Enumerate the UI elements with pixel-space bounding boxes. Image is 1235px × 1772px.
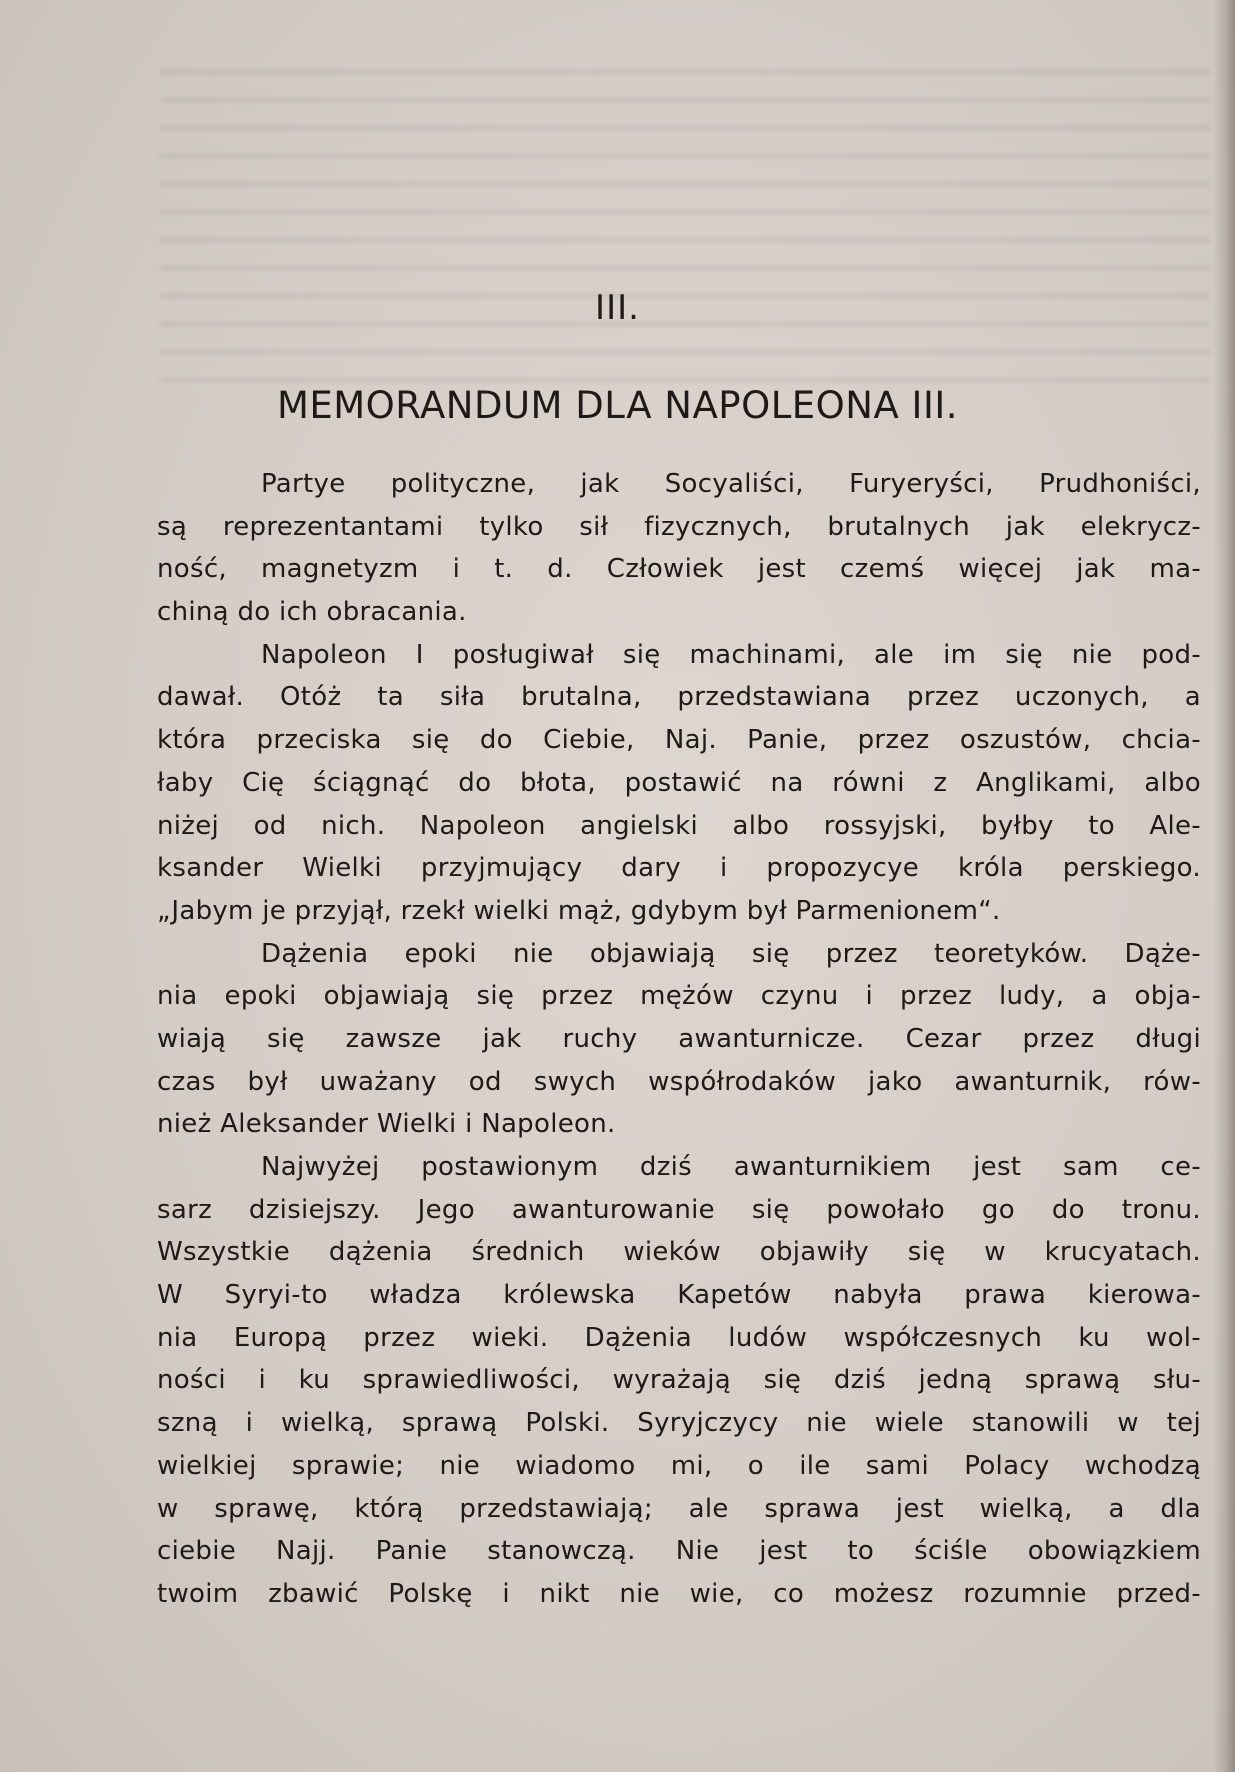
text-line: W Syryi-to władza królewska Kapetów nabyła prawa kierowa- <box>157 1280 1201 1311</box>
body-text <box>157 463 1201 1616</box>
text-line: Dążenia epoki nie objawiają się przez teoretyków. Dąże- <box>261 938 1201 969</box>
text-line: ciebie Najj. Panie stanowczą. Nie jest to ściśle obowiązkiem <box>157 1536 1201 1567</box>
text-line: Najwyżej postawionym dziś awanturnikiem jest sam ce- <box>261 1152 1201 1182</box>
text-line: Wszystkie dążenia średnich wieków objawiły się w krucyatach. <box>157 1237 1201 1268</box>
text-line: nia Europą przez wieki. Dążenia ludów współczesnych ku wol- <box>157 1322 1201 1353</box>
chapter-title: MEMORANDUM DLA NAPOLEONA III. <box>276 384 959 427</box>
text-line: chiną do ich obracania. <box>157 597 467 628</box>
text-line: ność, magnetyzm i t. d. Człowiek jest czemś więcej jak ma- <box>157 554 1201 585</box>
text-line: ności i ku sprawiedliwości, wyrażają się dziś jedną sprawą słu- <box>157 1365 1201 1396</box>
text-line: nież Aleksander Wielki i Napoleon. <box>157 1109 616 1140</box>
text-line: która przeciska się do Ciebie, Naj. Panie, przez oszustów, chcia- <box>157 725 1201 756</box>
text-line: Napoleon I posługiwał się machinami, ale im się nie pod- <box>261 639 1201 670</box>
text-line: sarz dzisiejszy. Jego awanturowanie się powołało go do tronu. <box>157 1194 1201 1225</box>
text-line: dawał. Otóż ta siła brutalna, przedstawiana przez uczonych, a <box>157 682 1201 713</box>
chapter-number: III. <box>595 288 640 328</box>
text-line: Partye polityczne, jak Socyaliści, Furyeryści, Prudhoniści, <box>261 469 1201 499</box>
text-line: wiają się zawsze jak ruchy awanturnicze. Cezar przez długi <box>157 1023 1201 1054</box>
text-line: ksander Wielki przyjmujący dary i propozycye króla perskiego. <box>157 853 1201 884</box>
text-line: „Jabym je przyjął, rzekł wielki mąż, gdybym był Parmenionem“. <box>157 895 1001 926</box>
ink-bleed-through <box>160 70 1210 400</box>
text-line: w sprawę, którą przedstawiają; ale sprawa jest wielką, a dla <box>157 1493 1201 1524</box>
text-line: czas był uważany od swych współrodaków jako awanturnik, rów- <box>157 1066 1201 1097</box>
text-line: nia epoki objawiają się przez mężów czynu i przez ludy, a obja- <box>157 981 1201 1012</box>
text-line: szną i wielką, sprawą Polski. Syryjczycy nie wiele stanowili w tej <box>157 1408 1201 1439</box>
text-line: niżej od nich. Napoleon angielski albo rossyjski, byłby to Ale- <box>157 810 1201 841</box>
text-line: twoim zbawić Polskę i nikt nie wie, co możesz rozumnie przed- <box>157 1578 1201 1609</box>
text-line: są reprezentantami tylko sił fizycznych, brutalnych jak elekrycz- <box>157 511 1201 542</box>
page-edge-shadow <box>1213 0 1235 1772</box>
text-line: łaby Cię ściągnąć do błota, postawić na równi z Anglikami, albo <box>157 767 1201 798</box>
text-line: wielkiej sprawie; nie wiadomo mi, o ile sami Polacy wchodzą <box>157 1450 1201 1481</box>
